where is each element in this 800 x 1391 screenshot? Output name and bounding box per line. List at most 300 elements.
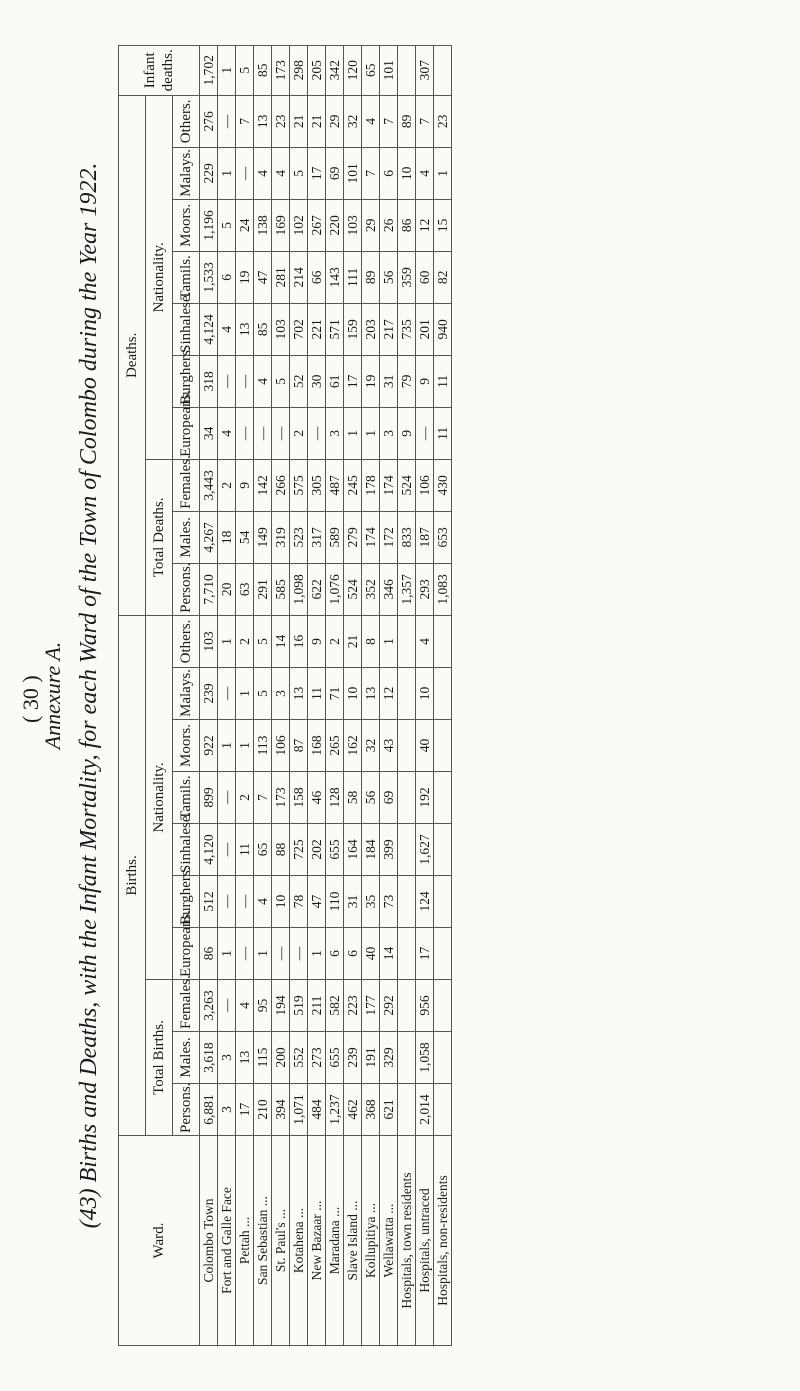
births-col-2: Females. xyxy=(173,980,200,1032)
deaths-cell: 26 xyxy=(380,199,398,251)
deaths-cell: 7,710 xyxy=(200,563,218,615)
deaths-cell: — xyxy=(236,407,254,459)
births-cell: 10 xyxy=(416,668,434,720)
births-cell: 110 xyxy=(326,876,344,928)
births-cell: 168 xyxy=(308,720,326,772)
table-row xyxy=(218,45,236,1345)
births-cell: 394 xyxy=(272,1084,290,1136)
births-cell: 1 xyxy=(218,928,236,980)
births-col-1: Males. xyxy=(173,1032,200,1084)
infant-deaths-cell: 1 xyxy=(218,45,236,95)
births-cell: — xyxy=(236,876,254,928)
births-cell: 1 xyxy=(308,928,326,980)
ward-name: San Sebastian ... xyxy=(254,1136,272,1346)
births-cell: — xyxy=(236,928,254,980)
deaths-cell: 11 xyxy=(434,407,452,459)
deaths-cell: 103 xyxy=(272,303,290,355)
ward-name: Fort and Galle Face xyxy=(218,1136,236,1346)
births-cell xyxy=(398,668,416,720)
births-cell: 71 xyxy=(326,668,344,720)
births-cell xyxy=(398,980,416,1032)
births-cell: 13 xyxy=(290,668,308,720)
deaths-cell: 103 xyxy=(344,199,362,251)
table-row xyxy=(254,45,272,1345)
deaths-cell: 1 xyxy=(344,407,362,459)
births-cell: 73 xyxy=(380,876,398,928)
births-cell: 21 xyxy=(344,615,362,667)
births-cell: 621 xyxy=(380,1084,398,1136)
deaths-cell: 13 xyxy=(236,303,254,355)
deaths-cell: 291 xyxy=(254,563,272,615)
births-cell: 211 xyxy=(308,980,326,1032)
deaths-cell: 85 xyxy=(254,303,272,355)
deaths-cell: 21 xyxy=(308,95,326,147)
deaths-cell: 2 xyxy=(218,459,236,511)
births-cell xyxy=(398,1084,416,1136)
births-cell: — xyxy=(218,824,236,876)
births-cell: 512 xyxy=(200,876,218,928)
deaths-cell: 1,196 xyxy=(200,199,218,251)
table-row xyxy=(290,45,308,1345)
births-cell: — xyxy=(218,772,236,824)
births-cell xyxy=(434,980,452,1032)
deaths-cell: 4 xyxy=(254,147,272,199)
deaths-cell: 66 xyxy=(308,251,326,303)
deaths-cell: 34 xyxy=(200,407,218,459)
deaths-col-7: Moors. xyxy=(173,199,200,251)
births-cell: 177 xyxy=(362,980,380,1032)
deaths-cell: — xyxy=(236,355,254,407)
deaths-cell: 178 xyxy=(362,459,380,511)
deaths-cell: 1,076 xyxy=(326,563,344,615)
deaths-cell: 142 xyxy=(254,459,272,511)
births-cell: 519 xyxy=(290,980,308,1032)
infant-deaths-cell: 5 xyxy=(236,45,254,95)
births-cell: 239 xyxy=(200,668,218,720)
annexure-heading: Annexure A. xyxy=(40,641,65,750)
deaths-cell: 735 xyxy=(398,303,416,355)
deaths-cell: 524 xyxy=(398,459,416,511)
deaths-cell: 174 xyxy=(380,459,398,511)
deaths-cell: 346 xyxy=(380,563,398,615)
deaths-cell: 60 xyxy=(416,251,434,303)
births-cell: 5 xyxy=(254,668,272,720)
births-cell: 223 xyxy=(344,980,362,1032)
deaths-cell: 524 xyxy=(344,563,362,615)
deaths-cell: 86 xyxy=(398,199,416,251)
births-cell: 484 xyxy=(308,1084,326,1136)
births-cell: 56 xyxy=(362,772,380,824)
deaths-cell: 52 xyxy=(290,355,308,407)
deaths-cell: 47 xyxy=(254,251,272,303)
infant-deaths-cell: 298 xyxy=(290,45,308,95)
births-cell xyxy=(398,1032,416,1084)
births-cell: 65 xyxy=(254,824,272,876)
deaths-cell: 69 xyxy=(326,147,344,199)
births-cell: 202 xyxy=(308,824,326,876)
deaths-cell: 318 xyxy=(200,355,218,407)
deaths-cell: 9 xyxy=(398,407,416,459)
births-cell xyxy=(398,615,416,667)
births-cell: 899 xyxy=(200,772,218,824)
deaths-cell: 267 xyxy=(308,199,326,251)
births-cell: 47 xyxy=(308,876,326,928)
deaths-cell: 9 xyxy=(236,459,254,511)
births-cell: 43 xyxy=(380,720,398,772)
births-cell: 292 xyxy=(380,980,398,1032)
ward-name: Slave Island ... xyxy=(344,1136,362,1346)
deaths-cell: 56 xyxy=(380,251,398,303)
births-cell: 1,627 xyxy=(416,824,434,876)
deaths-col-6: Tamils. xyxy=(173,251,200,303)
deaths-cell: 7 xyxy=(236,95,254,147)
deaths-cell: 4 xyxy=(416,147,434,199)
births-cell: 3 xyxy=(218,1084,236,1136)
deaths-cell: 245 xyxy=(344,459,362,511)
table-row xyxy=(434,45,452,1345)
deaths-cell: 89 xyxy=(362,251,380,303)
deaths-cell: 19 xyxy=(236,251,254,303)
births-cell: 2,014 xyxy=(416,1084,434,1136)
deaths-cell: 172 xyxy=(380,511,398,563)
table-body xyxy=(200,45,452,1345)
deaths-cell: 276 xyxy=(200,95,218,147)
births-cell: 12 xyxy=(380,668,398,720)
deaths-cell: 187 xyxy=(416,511,434,563)
deaths-cell: 430 xyxy=(434,459,452,511)
deaths-cell: 7 xyxy=(362,147,380,199)
births-cell: 17 xyxy=(236,1084,254,1136)
deaths-cell: 17 xyxy=(308,147,326,199)
table-row xyxy=(380,45,398,1345)
infant-deaths-cell: 101 xyxy=(380,45,398,95)
births-cell: 4 xyxy=(236,980,254,1032)
births-cell: 1 xyxy=(236,668,254,720)
deaths-cell: 7 xyxy=(380,95,398,147)
deaths-cell: 523 xyxy=(290,511,308,563)
births-cell: 113 xyxy=(254,720,272,772)
births-cell: 265 xyxy=(326,720,344,772)
deaths-cell: 3 xyxy=(326,407,344,459)
births-cell: 1,058 xyxy=(416,1032,434,1084)
births-cell: 17 xyxy=(416,928,434,980)
table-row xyxy=(362,45,380,1345)
deaths-cell: 1 xyxy=(362,407,380,459)
infant-deaths-cell: 1,702 xyxy=(200,45,218,95)
ward-name: St. Paul's ... xyxy=(272,1136,290,1346)
table-row xyxy=(416,45,434,1345)
births-cell: 40 xyxy=(362,928,380,980)
deaths-cell: 575 xyxy=(290,459,308,511)
ward-name: Maradana ... xyxy=(326,1136,344,1346)
births-cell xyxy=(434,1032,452,1084)
births-cell: 3,263 xyxy=(200,980,218,1032)
deaths-cell: — xyxy=(254,407,272,459)
deaths-cell: 589 xyxy=(326,511,344,563)
births-cell: 164 xyxy=(344,824,362,876)
deaths-cell: 1,098 xyxy=(290,563,308,615)
births-cell: 58 xyxy=(344,772,362,824)
births-cell: 956 xyxy=(416,980,434,1032)
deaths-cell: — xyxy=(218,95,236,147)
births-col-7: Moors. xyxy=(173,720,200,772)
infant-deaths-cell: 65 xyxy=(362,45,380,95)
births-cell: 86 xyxy=(200,928,218,980)
deaths-cell: 89 xyxy=(398,95,416,147)
deaths-cell: 4,267 xyxy=(200,511,218,563)
deaths-cell: 111 xyxy=(344,251,362,303)
ward-name: Hospitals, non-residents xyxy=(434,1136,452,1346)
births-cell xyxy=(434,1084,452,1136)
deaths-cell: 32 xyxy=(344,95,362,147)
births-cell xyxy=(434,824,452,876)
deaths-cell: 10 xyxy=(398,147,416,199)
deaths-cell: 305 xyxy=(308,459,326,511)
deaths-cell: 5 xyxy=(272,355,290,407)
deaths-cell: 102 xyxy=(290,199,308,251)
deaths-cell: 82 xyxy=(434,251,452,303)
births-cell xyxy=(434,772,452,824)
ward-name: New Bazaar ... xyxy=(308,1136,326,1346)
infant-deaths-cell xyxy=(434,45,452,95)
infant-deaths-cell: 85 xyxy=(254,45,272,95)
deaths-cell: 317 xyxy=(308,511,326,563)
births-cell: 368 xyxy=(362,1084,380,1136)
deaths-cell: 940 xyxy=(434,303,452,355)
deaths-cell: — xyxy=(416,407,434,459)
deaths-cell: 13 xyxy=(254,95,272,147)
deaths-col-8: Malays. xyxy=(173,147,200,199)
deaths-cell: 201 xyxy=(416,303,434,355)
deaths-cell: 106 xyxy=(416,459,434,511)
births-cell: 10 xyxy=(344,668,362,720)
births-cell: 106 xyxy=(272,720,290,772)
ward-name: Pettah ... xyxy=(236,1136,254,1346)
deaths-cell: 3,443 xyxy=(200,459,218,511)
deaths-cell: 229 xyxy=(200,147,218,199)
deaths-cell: 159 xyxy=(344,303,362,355)
deaths-cell: 487 xyxy=(326,459,344,511)
deaths-cell: 281 xyxy=(272,251,290,303)
infant-deaths-header: Infant deaths. xyxy=(119,45,200,95)
table-row xyxy=(272,45,290,1345)
births-cell: 4 xyxy=(254,876,272,928)
deaths-col-0: Persons. xyxy=(173,563,200,615)
births-header: Births. xyxy=(119,615,146,1135)
births-col-8: Malays. xyxy=(173,668,200,720)
births-col-4: Burghers. xyxy=(173,876,200,928)
births-cell xyxy=(434,876,452,928)
births-cell: 194 xyxy=(272,980,290,1032)
births-cell: 582 xyxy=(326,980,344,1032)
births-cell: 655 xyxy=(326,824,344,876)
births-cell xyxy=(434,928,452,980)
births-cell: 3 xyxy=(218,1032,236,1084)
infant-deaths-cell: 173 xyxy=(272,45,290,95)
deaths-cell: 6 xyxy=(380,147,398,199)
births-cell: 46 xyxy=(308,772,326,824)
births-col-0: Persons. xyxy=(173,1084,200,1136)
births-cell: 3,618 xyxy=(200,1032,218,1084)
deaths-cell: 21 xyxy=(290,95,308,147)
deaths-cell: — xyxy=(218,355,236,407)
deaths-cell: 79 xyxy=(398,355,416,407)
births-cell: 115 xyxy=(254,1032,272,1084)
births-cell: 329 xyxy=(380,1032,398,1084)
deaths-cell: 6 xyxy=(218,251,236,303)
deaths-cell: 9 xyxy=(416,355,434,407)
births-cell: 11 xyxy=(308,668,326,720)
births-cell: 1 xyxy=(218,615,236,667)
births-cell: 725 xyxy=(290,824,308,876)
deaths-header: Deaths. xyxy=(119,95,146,615)
deaths-cell: 29 xyxy=(326,95,344,147)
deaths-cell: 20 xyxy=(218,563,236,615)
deaths-cell: 101 xyxy=(344,147,362,199)
births-nationality-header: Nationality. xyxy=(146,615,173,979)
deaths-cell: 1 xyxy=(218,147,236,199)
births-cell: 4 xyxy=(416,615,434,667)
births-cell: — xyxy=(218,876,236,928)
deaths-cell: 622 xyxy=(308,563,326,615)
deaths-cell: 571 xyxy=(326,303,344,355)
deaths-cell: 1,357 xyxy=(398,563,416,615)
ward-name: Kollupitiya ... xyxy=(362,1136,380,1346)
births-cell: — xyxy=(272,928,290,980)
births-cell: 3 xyxy=(272,668,290,720)
births-cell: 1,071 xyxy=(290,1084,308,1136)
births-cell: 2 xyxy=(326,615,344,667)
births-cell: 95 xyxy=(254,980,272,1032)
births-cell: 16 xyxy=(290,615,308,667)
deaths-cell: 3 xyxy=(380,407,398,459)
births-cell: 462 xyxy=(344,1084,362,1136)
deaths-cell: 11 xyxy=(434,355,452,407)
deaths-cell: 31 xyxy=(380,355,398,407)
deaths-cell: 54 xyxy=(236,511,254,563)
deaths-nationality-header: Nationality. xyxy=(146,95,173,459)
infant-deaths-cell xyxy=(398,45,416,95)
births-col-6: Tamils. xyxy=(173,772,200,824)
births-cell: 162 xyxy=(344,720,362,772)
deaths-col-5: Sinhalese. xyxy=(173,303,200,355)
births-cell: — xyxy=(218,980,236,1032)
ward-name: Kotahena ... xyxy=(290,1136,308,1346)
births-cell: 11 xyxy=(236,824,254,876)
births-cell: 1 xyxy=(236,720,254,772)
births-cell xyxy=(398,928,416,980)
deaths-cell: 4,124 xyxy=(200,303,218,355)
births-col-5: Sinhalese. xyxy=(173,824,200,876)
ward-name: Wellawatta ... xyxy=(380,1136,398,1346)
births-cell: 2 xyxy=(236,615,254,667)
births-cell xyxy=(398,720,416,772)
deaths-cell: 4 xyxy=(218,303,236,355)
deaths-cell: 174 xyxy=(362,511,380,563)
deaths-cell: 319 xyxy=(272,511,290,563)
births-cell: 184 xyxy=(362,824,380,876)
births-cell: 9 xyxy=(308,615,326,667)
deaths-cell: 138 xyxy=(254,199,272,251)
births-cell: 13 xyxy=(236,1032,254,1084)
births-cell: 10 xyxy=(272,876,290,928)
births-cell: 8 xyxy=(362,615,380,667)
births-cell: 6 xyxy=(326,928,344,980)
deaths-cell: 702 xyxy=(290,303,308,355)
births-cell: — xyxy=(218,668,236,720)
infant-deaths-cell: 120 xyxy=(344,45,362,95)
births-cell: 13 xyxy=(362,668,380,720)
deaths-cell: 279 xyxy=(344,511,362,563)
deaths-cell: 293 xyxy=(416,563,434,615)
deaths-cell: 221 xyxy=(308,303,326,355)
births-cell: 31 xyxy=(344,876,362,928)
deaths-cell: 143 xyxy=(326,251,344,303)
deaths-cell: 4 xyxy=(362,95,380,147)
births-cell: 69 xyxy=(380,772,398,824)
table-row xyxy=(398,45,416,1345)
births-cell xyxy=(434,615,452,667)
births-cell: 191 xyxy=(362,1032,380,1084)
deaths-col-9: Others. xyxy=(173,95,200,147)
deaths-cell: 19 xyxy=(362,355,380,407)
table-row xyxy=(326,45,344,1345)
births-cell: 158 xyxy=(290,772,308,824)
ward-name: Hospitals, untraced xyxy=(416,1136,434,1346)
infant-deaths-cell: 205 xyxy=(308,45,326,95)
births-cell: 78 xyxy=(290,876,308,928)
deaths-cell: 4 xyxy=(254,355,272,407)
births-cell: 192 xyxy=(416,772,434,824)
births-cell: 103 xyxy=(200,615,218,667)
deaths-col-1: Males. xyxy=(173,511,200,563)
births-col-3: Europeans. xyxy=(173,928,200,980)
deaths-cell: 5 xyxy=(218,199,236,251)
table-title: (43) Births and Deaths, with the Infant Mortality, for each Ward of the Town of Colombo during the Year 1922. xyxy=(76,162,102,1229)
deaths-cell: 23 xyxy=(272,95,290,147)
births-cell: 4,120 xyxy=(200,824,218,876)
births-cell: 7 xyxy=(254,772,272,824)
births-cell: 399 xyxy=(380,824,398,876)
deaths-cell: 203 xyxy=(362,303,380,355)
births-cell: 14 xyxy=(272,615,290,667)
infant-deaths-cell: 342 xyxy=(326,45,344,95)
births-cell: 124 xyxy=(416,876,434,928)
births-cell: 1 xyxy=(254,928,272,980)
deaths-cell: 12 xyxy=(416,199,434,251)
deaths-cell: 5 xyxy=(290,147,308,199)
births-col-9: Others. xyxy=(173,615,200,667)
births-cell: 6,881 xyxy=(200,1084,218,1136)
total-births-header: Total Births. xyxy=(146,980,173,1136)
ward-header: Ward. xyxy=(119,1136,200,1346)
deaths-cell: 653 xyxy=(434,511,452,563)
total-deaths-header: Total Deaths. xyxy=(146,459,173,615)
deaths-cell: 359 xyxy=(398,251,416,303)
births-cell: 6 xyxy=(344,928,362,980)
births-cell: 552 xyxy=(290,1032,308,1084)
births-cell: 5 xyxy=(254,615,272,667)
deaths-cell: 220 xyxy=(326,199,344,251)
deaths-cell: — xyxy=(236,147,254,199)
mortality-table xyxy=(118,45,452,1346)
births-cell: 922 xyxy=(200,720,218,772)
deaths-cell: 1 xyxy=(434,147,452,199)
births-cell xyxy=(434,720,452,772)
infant-deaths-cell: 307 xyxy=(416,45,434,95)
deaths-cell: 29 xyxy=(362,199,380,251)
deaths-cell: 18 xyxy=(218,511,236,563)
